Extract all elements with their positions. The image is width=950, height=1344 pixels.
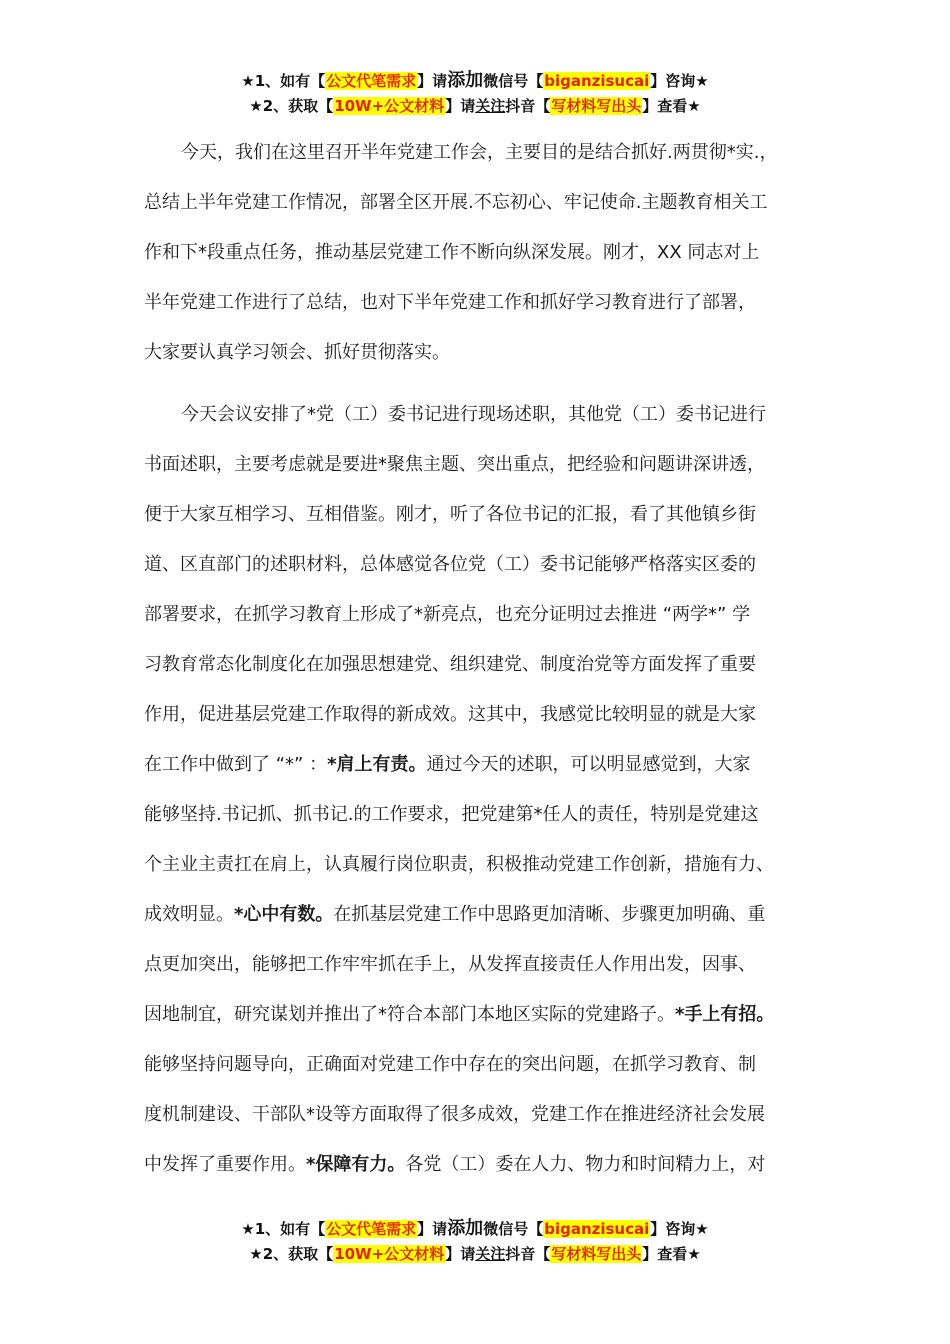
text-line: 道、区直部门的述职材料，总体感觉各位党（工）委书记能够严格落实区委的 [144, 554, 756, 575]
text-line: 能够坚持问题导向，正确面对党建工作中存在的突出问题，在抓学习教育、制 [144, 1054, 756, 1075]
promo-emphasis: 关注 [475, 1245, 506, 1263]
document-body [144, 128, 812, 1190]
text-segment: 通过今天的述职，可以明显感觉到，大家 [426, 754, 751, 775]
promo-douyin-id: 写材料写出头 [551, 1245, 642, 1263]
promo-wechat-id: biganzisucai [544, 1220, 650, 1238]
promo-line-1 [0, 68, 950, 94]
text-segment: 因地制宜，研究谋划并推出了*符合本部门本地区实际的党建路子。 [144, 1004, 675, 1025]
text-line: 作用，促进基层党建工作取得的新成效。这其中，我感觉比较明显的就是大家 [144, 704, 756, 725]
promo-wechat-id: biganzisucai [544, 72, 650, 90]
promo-highlight: 公文代笔需求 [326, 72, 417, 90]
bold-heading: *手上有招。 [675, 1004, 775, 1025]
promo-text: ★1、如有【 [241, 72, 326, 90]
paragraph-2 [144, 390, 812, 1190]
promo-line-2 [0, 1242, 950, 1267]
promo-emphasis: 添加 [447, 1218, 484, 1239]
text-segment: 中发挥了重要作用。 [144, 1154, 306, 1175]
promo-highlight: 公文代笔需求 [326, 1220, 417, 1238]
text-line: 个主业主责扛在肩上，认真履行岗位职责，积极推动党建工作创新，措施有力、 [144, 854, 774, 875]
text-line: 大家要认真学习领会、抓好贯彻落实。 [144, 342, 450, 363]
promo-text: 微信号【 [483, 72, 544, 90]
promo-text: ★1、如有【 [241, 1220, 326, 1238]
promo-text: ★2、获取【 [249, 97, 334, 115]
text-segment: 在抓基层党建工作中思路更加清晰、步骤更加明确、重 [333, 904, 766, 925]
text-line: 便于大家互相学习、互相借鉴。刚才，听了各位书记的汇报，看了其他镇乡街 [144, 504, 756, 525]
promo-line-1 [0, 1216, 950, 1242]
promo-text: 抖音【 [505, 97, 551, 115]
promo-text: 】查看★ [642, 97, 701, 115]
promo-highlight: 10W+公文材料 [334, 97, 445, 115]
promo-text: 】咨询★ [650, 1220, 709, 1238]
promo-line-2 [0, 94, 950, 119]
text-line: 部署要求，在抓学习教育上形成了*新亮点，也充分证明过去推进 “两学*” 学 [144, 604, 751, 625]
promo-text: 】咨询★ [650, 72, 709, 90]
bold-heading: *心中有数。 [234, 904, 334, 925]
promo-text: ★2、获取【 [249, 1245, 334, 1263]
text-line: 能够坚持.书记抓、抓书记.的工作要求，把党建第*任人的责任，特别是党建这 [144, 804, 759, 825]
promo-footer-bottom [0, 1216, 950, 1267]
text-line [144, 990, 812, 1040]
promo-text: 微信号【 [483, 1220, 544, 1238]
text-segment: 各党（工）委在人力、物力和时间精力上，对 [405, 1154, 766, 1175]
text-line: 总结上半年党建工作情况，部署全区开展.不忘初心、牢记使命.主题教育相关工 [144, 192, 768, 213]
bold-heading: *肩上有责。 [327, 754, 427, 775]
paragraph-1 [144, 128, 812, 378]
text-line: 习教育常态化制度化在加强思想建党、组织建党、制度治党等方面发挥了重要 [144, 654, 756, 675]
text-line [144, 890, 812, 940]
text-segment: 在工作中做到了 “*” ： [144, 754, 328, 775]
promo-text: 】请 [445, 1245, 476, 1263]
promo-header-top [0, 68, 950, 119]
text-line: 书面述职，主要考虑就是要进*聚焦主题、突出重点，把经验和问题讲深讲透， [144, 454, 765, 475]
text-line: 今天会议安排了*党（工）委书记进行现场述职，其他党（工）委书记进行 [181, 404, 766, 425]
promo-highlight: 10W+公文材料 [334, 1245, 445, 1263]
text-line: 今天，我们在这里召开半年党建工作会，主要目的是结合抓好.两贯彻*实.， [181, 142, 778, 163]
text-line: 点更加突出，能够把工作牢牢抓在手上，从发挥直接责任人作用出发，因事、 [144, 954, 756, 975]
bold-heading: *保障有力。 [306, 1154, 406, 1175]
promo-douyin-id: 写材料写出头 [551, 97, 642, 115]
promo-text: 】查看★ [642, 1245, 701, 1263]
text-line [144, 1140, 812, 1190]
promo-emphasis: 关注 [475, 97, 506, 115]
promo-text: 抖音【 [505, 1245, 551, 1263]
text-line: 半年党建工作进行了总结，也对下半年党建工作和抓好学习教育进行了部署， [144, 292, 756, 313]
promo-text: 】请 [445, 97, 476, 115]
text-line: 度机制建设、干部队*设等方面取得了很多成效，党建工作在推进经济社会发展 [144, 1104, 765, 1125]
promo-text: 】请 [417, 72, 448, 90]
promo-text: 】请 [417, 1220, 448, 1238]
text-line: 作和下*段重点任务，推动基层党建工作不断向纵深发展。刚才，XX 同志对上 [144, 242, 760, 263]
promo-emphasis: 添加 [447, 70, 484, 91]
text-line [144, 740, 812, 790]
text-segment: 成效明显。 [144, 904, 234, 925]
